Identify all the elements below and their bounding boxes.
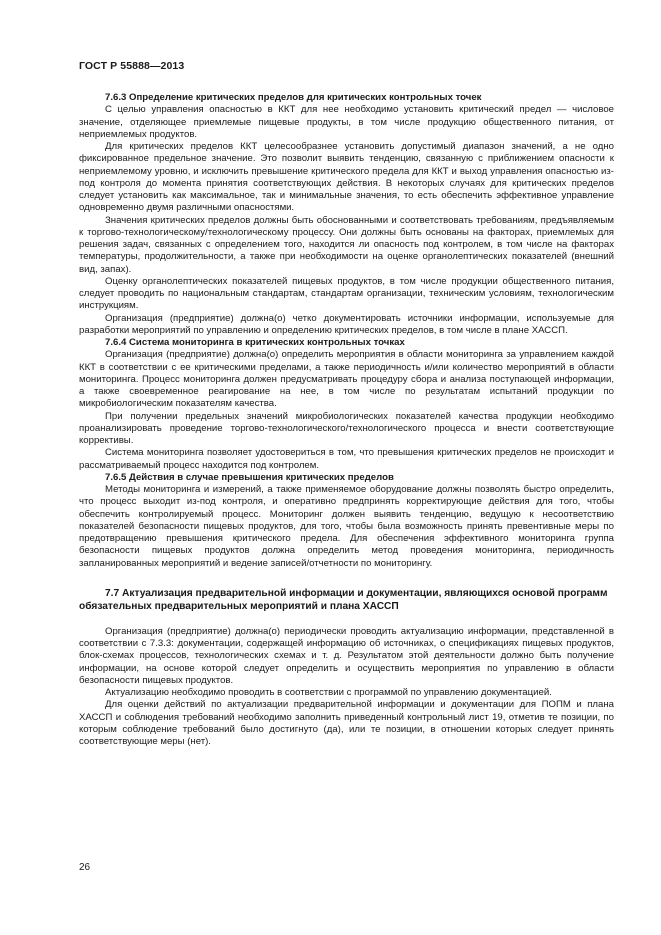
paragraph: Значения критических пределов должны быть обоснованными и соответствовать требованиям, предъявляемым к торгово-технологическому/технологическому процессу. Они должны быть основаны на факторах, приемлемых для решения задач, связанных с определением того, находится ли опасность под контролем, в том числе на факторах температуры, продолжительности, а также при необходимости на оценке органолептических показателей (внешний вид, запах). <box>79 214 614 275</box>
paragraph: Организация (предприятие) должна(о) четко документировать источники информации, используемые для разработки мероприятий по управлению и определению критических пределов, в том числе в плане ХАССП. <box>79 312 614 336</box>
page-number: 26 <box>79 862 91 873</box>
document-header: ГОСТ Р 55888—2013 <box>79 60 185 72</box>
paragraph: С целью управления опасностью в ККТ для нее необходимо установить критический предел — числовое значение, отделяющее приемлемые пищевые продукты, в том числе продукцию общественного питания, от неприемлемых продуктов. <box>79 104 614 140</box>
paragraph: Для оценки действий по актуализации предварительной информации и документации для ПОПМ и плана ХАССП и соблюдения требований необходимо заполнить приведенный контрольный лист 19, отметив те позиции, по которым соблюдение требований было достигнуто (да), или те позиции, в отношении которых следует принять соответствующие меры (нет). <box>79 699 614 747</box>
document-body <box>79 92 614 748</box>
paragraph: Организация (предприятие) должна(о) периодически проводить актуализацию информации, представленной в соответствии с 7.3.3: документации, содержащей информацию об источниках, о спецификациях пищевых продуктов, блок-схемах процессов, технологических схемах и т. д. Результатом этой деятельности должно быть получение информации, на основе которой следует определить и осуществить мероприятия по управлению в области безопасности пищевых продуктов. <box>79 625 614 686</box>
paragraph: При получении предельных значений микробиологических показателей качества продукции необходимо проанализировать проведение торгово-технологического/технологического процесса и внести соответствующие коррективы. <box>79 410 614 446</box>
subsection-heading-7-6-3: 7.6.3 Определение критических пределов для критических контрольных точек <box>105 92 482 103</box>
subsection-heading-7-6-4: 7.6.4 Система мониторинга в критических контрольных точках <box>105 337 405 348</box>
section-heading-7-7: 7.7 Актуализация предварительной информации и документации, являющихся основой программ обязательных предварительных мероприятий и плана ХАССП <box>79 587 608 612</box>
paragraph: Актуализацию необходимо проводить в соответствии с программой по управлению документацией. <box>105 687 552 698</box>
paragraph: Методы мониторинга и измерений, а также применяемое оборудование должны позволять быстро определить, что процесс выходит из-под контроля, и оперативно предпринять корректирующие действия для того, чтобы обеспечить контролируемый процесс. Мониторинг должен выявить тенденцию, ведущую к несоответствию показателей безопасности пищевых продуктов, для того, чтобы была возможность принять превентивные меры по предотвращению превышения критического предела. Для обеспечения эффективного мониторинга группа безопасности пищевых продуктов должна определить метод проведения мониторинга, периодичность запланированных мероприятий и ведение записей/отчетности по мониторингу. <box>79 484 614 569</box>
paragraph: Оценку органолептических показателей пищевых продуктов, в том числе продукции общественного питания, следует проводить по национальным стандартам, стандартам организации, техническим условиям, технологическим инструкциям. <box>79 275 614 312</box>
subsection-heading-7-6-5: 7.6.5 Действия в случае превышения критических пределов <box>105 471 394 483</box>
paragraph: Организация (предприятие) должна(о) определить мероприятия в области мониторинга за управлением каждой ККТ в соответствии с ее критическими пределами, а также периодичность и/или количество мероприятий в области мониторинга. Процесс мониторинга должен предусматривать процедуру сбора и анализа поступающей информации, а также своевременное реагирование на нее, в том числе по результатам испытаний продукции по микробиологическим показателям качества. <box>79 349 614 410</box>
paragraph: Для критических пределов ККТ целесообразнее установить допустимый диапазон значений, а не одно фиксированное предельное значение. Это позволит выявить тенденцию, связанную с приближением опасности к неприемлемому уровню, и исключить превышение критического предела для ККТ и выход управления опасностью из-под контроля до момента принятия соответствующих действия. В некоторых случаях для критических пределов следует установить как максимальное, так и минимальные значения, то есть обеспечить эффективное управление одновременно двумя различными опасностями. <box>79 141 614 214</box>
paragraph: Система мониторинга позволяет удостовериться в том, что превышения критических пределов не происходит и рассматриваемый процесс находится под контролем. <box>79 447 614 471</box>
